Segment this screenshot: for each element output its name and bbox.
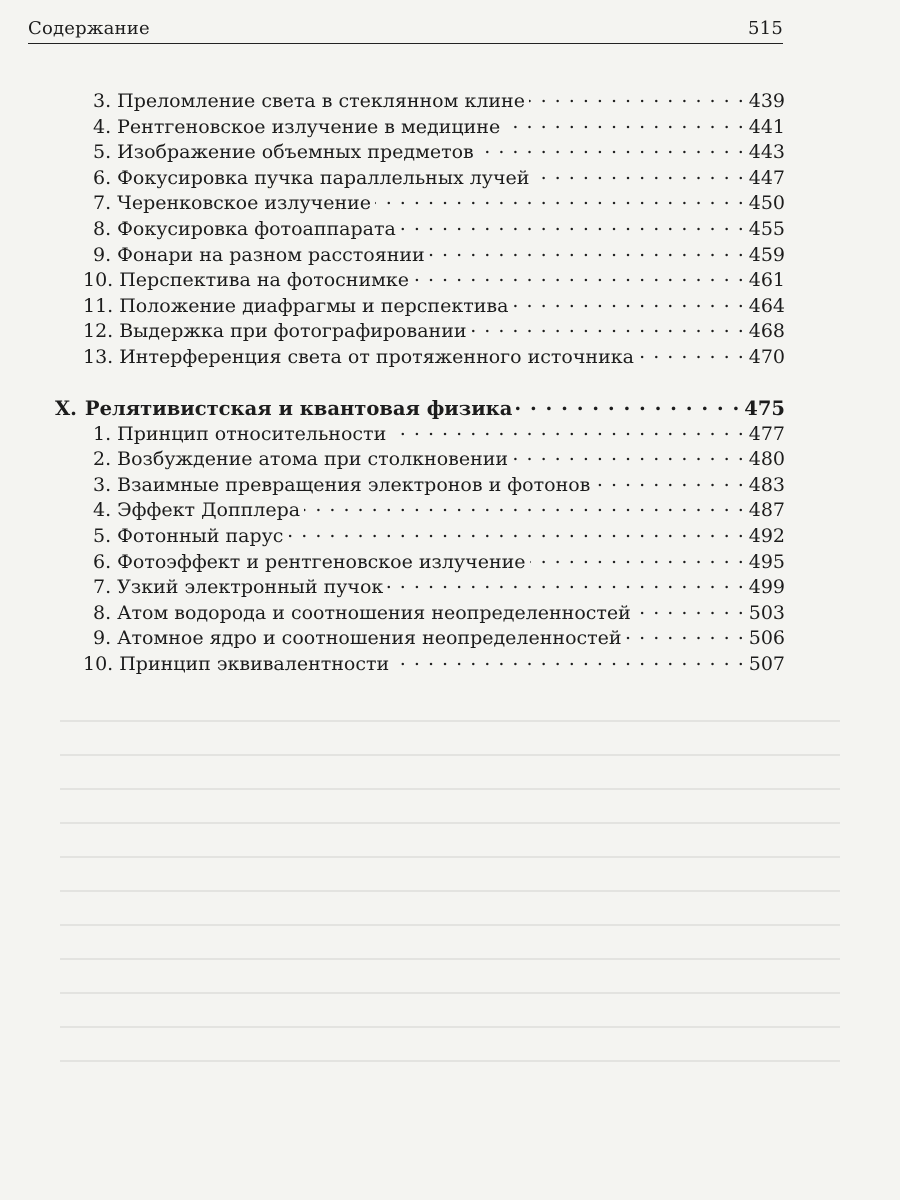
leader-dots [429, 242, 745, 261]
toc-entry-number: 3. [93, 90, 112, 112]
show-through-background [60, 700, 840, 1080]
toc-entry-title: Возбуждение атома при столкновении [117, 448, 509, 471]
toc-chapter-heading [55, 395, 785, 421]
toc-entry-page: 507 [748, 652, 785, 675]
toc-entry [55, 446, 785, 472]
toc-entry-number: 1. [93, 422, 112, 445]
leader-dots [635, 600, 745, 619]
toc-entry-number: 4. [93, 499, 112, 522]
leader-dots [512, 293, 744, 312]
toc-entry-title: Положение диафрагмы и перспектива [119, 294, 509, 317]
leader-dots [638, 344, 745, 363]
leader-dots [400, 216, 745, 235]
toc-entry [55, 625, 785, 651]
toc-entry [55, 267, 785, 293]
leader-dots [529, 88, 745, 107]
toc-entry-title: Фокусировка пучка параллельных лучей [117, 166, 530, 189]
toc-entry-number: 11. [83, 294, 114, 317]
toc-entry [55, 190, 785, 216]
toc-entry-title: Принцип относительности [117, 422, 387, 445]
toc-section-continued [55, 88, 785, 370]
toc-entry-number: 6. [93, 550, 112, 573]
toc-entry [55, 242, 785, 268]
toc-entry-number: 5. [93, 141, 112, 164]
toc-entry-page: 443 [748, 141, 785, 164]
toc-entry-title: Черенковское излучение [117, 192, 372, 215]
toc-entry-title: Изображение объемных предметов [117, 141, 474, 164]
page-number: 515 [748, 18, 783, 39]
leader-dots [533, 165, 744, 184]
toc-entry-title: Фотонный парус [117, 524, 284, 547]
toc-entry-page: 506 [748, 627, 785, 650]
toc-entry-number: 7. [93, 576, 112, 599]
toc-entry-page: 487 [748, 499, 785, 522]
leader-dots [626, 625, 745, 644]
toc-entry-title: Фокусировка фотоаппарата [117, 217, 396, 240]
toc-entry-page: 459 [748, 243, 785, 266]
toc-entry-number: 3. [93, 473, 112, 496]
running-head [28, 14, 783, 44]
toc-entry-page: 499 [748, 576, 785, 599]
chapter-number: X. [55, 396, 77, 420]
toc-entry-number: 8. [93, 601, 112, 624]
leader-dots [287, 523, 744, 542]
toc-entry-number: 8. [93, 217, 112, 240]
toc-entry-page: 483 [748, 473, 785, 496]
toc-entry-title: Интерференция света от протяженного источника [119, 345, 634, 368]
toc-entry [55, 600, 785, 626]
toc-entry-number: 4. [93, 115, 112, 138]
leader-dots [478, 139, 745, 158]
toc-entry-title: Эффект Допплера [117, 499, 301, 522]
toc-entry-number: 12. [83, 320, 114, 343]
toc-entry-page: 495 [748, 550, 785, 573]
toc-entry-page: 461 [748, 269, 785, 292]
leader-dots [375, 190, 745, 209]
toc-entry [55, 549, 785, 575]
toc-entry [55, 88, 785, 114]
toc-entry [55, 318, 785, 344]
toc-entry-title: Узкий электронный пучок [117, 576, 384, 599]
toc-entry-title: Выдержка при фотографировании [119, 320, 467, 343]
toc-entry [55, 139, 785, 165]
toc-entry [55, 293, 785, 319]
leader-dots [304, 497, 745, 516]
leader-dots [413, 267, 745, 286]
leader-dots [471, 318, 745, 337]
leader-dots [390, 421, 745, 440]
toc-entry [55, 472, 785, 498]
toc-entry-page: 477 [748, 422, 785, 445]
toc-entry [55, 114, 785, 140]
toc-entry-title: Преломление света в стеклянном клине [117, 90, 525, 112]
toc-entry-page: 468 [748, 320, 785, 343]
toc-entry-number: 6. [93, 166, 112, 189]
toc-entry-page: 447 [748, 166, 785, 189]
chapter-page: 475 [744, 396, 785, 420]
toc-entry-page: 480 [748, 448, 785, 471]
toc-entry-page: 492 [748, 524, 785, 547]
toc-entry-number: 13. [83, 345, 114, 368]
leader-dots [393, 651, 745, 670]
toc-entry-title: Рентгеновское излучение в медицине [117, 115, 501, 138]
toc-entry-number: 9. [93, 243, 112, 266]
toc-entry-title: Принцип эквивалентности [119, 652, 390, 675]
leader-dots [387, 574, 744, 593]
toc-entry-page: 450 [748, 192, 785, 215]
toc-chapter-section [55, 395, 785, 677]
toc-entry-page: 503 [748, 601, 785, 624]
toc-entry-page: 464 [748, 294, 785, 317]
toc-entry-page: 470 [748, 345, 785, 368]
toc-entry-page: 441 [748, 115, 785, 138]
toc-entry-number: 7. [93, 192, 112, 215]
toc-entry [55, 523, 785, 549]
toc-entry-title: Атом водорода и соотношения неопределенностей [117, 601, 631, 624]
toc-entry [55, 651, 785, 677]
leader-dots [594, 472, 744, 491]
toc-entry-number: 10. [83, 269, 114, 292]
toc-entry-number: 2. [93, 448, 112, 471]
toc-entry-number: 9. [93, 627, 112, 650]
leader-dots [516, 395, 740, 415]
toc-entry [55, 165, 785, 191]
toc-entry-title: Перспектива на фотоснимке [119, 269, 410, 292]
toc-entry [55, 344, 785, 370]
running-head-title: Содержание [28, 18, 150, 39]
toc-entry-page: 455 [748, 217, 785, 240]
toc-entry-number: 10. [83, 652, 114, 675]
toc-entry [55, 497, 785, 523]
chapter-title: Релятивистская и квантовая физика [84, 396, 513, 420]
toc-entry-title: Фонари на разном расстоянии [117, 243, 425, 266]
leader-dots [530, 549, 745, 568]
leader-dots [504, 114, 745, 133]
toc-entry-title: Атомное ядро и соотношения неопределенностей [117, 627, 622, 650]
toc-entry [55, 216, 785, 242]
toc-entry-page: 439 [748, 90, 785, 112]
toc-entry-title: Фотоэффект и рентгеновское излучение [117, 550, 526, 573]
toc-entry-number: 5. [93, 524, 112, 547]
toc-entry [55, 421, 785, 447]
leader-dots [512, 446, 745, 465]
toc-entry [55, 574, 785, 600]
toc-entry-title: Взаимные превращения электронов и фотонов [117, 473, 591, 496]
